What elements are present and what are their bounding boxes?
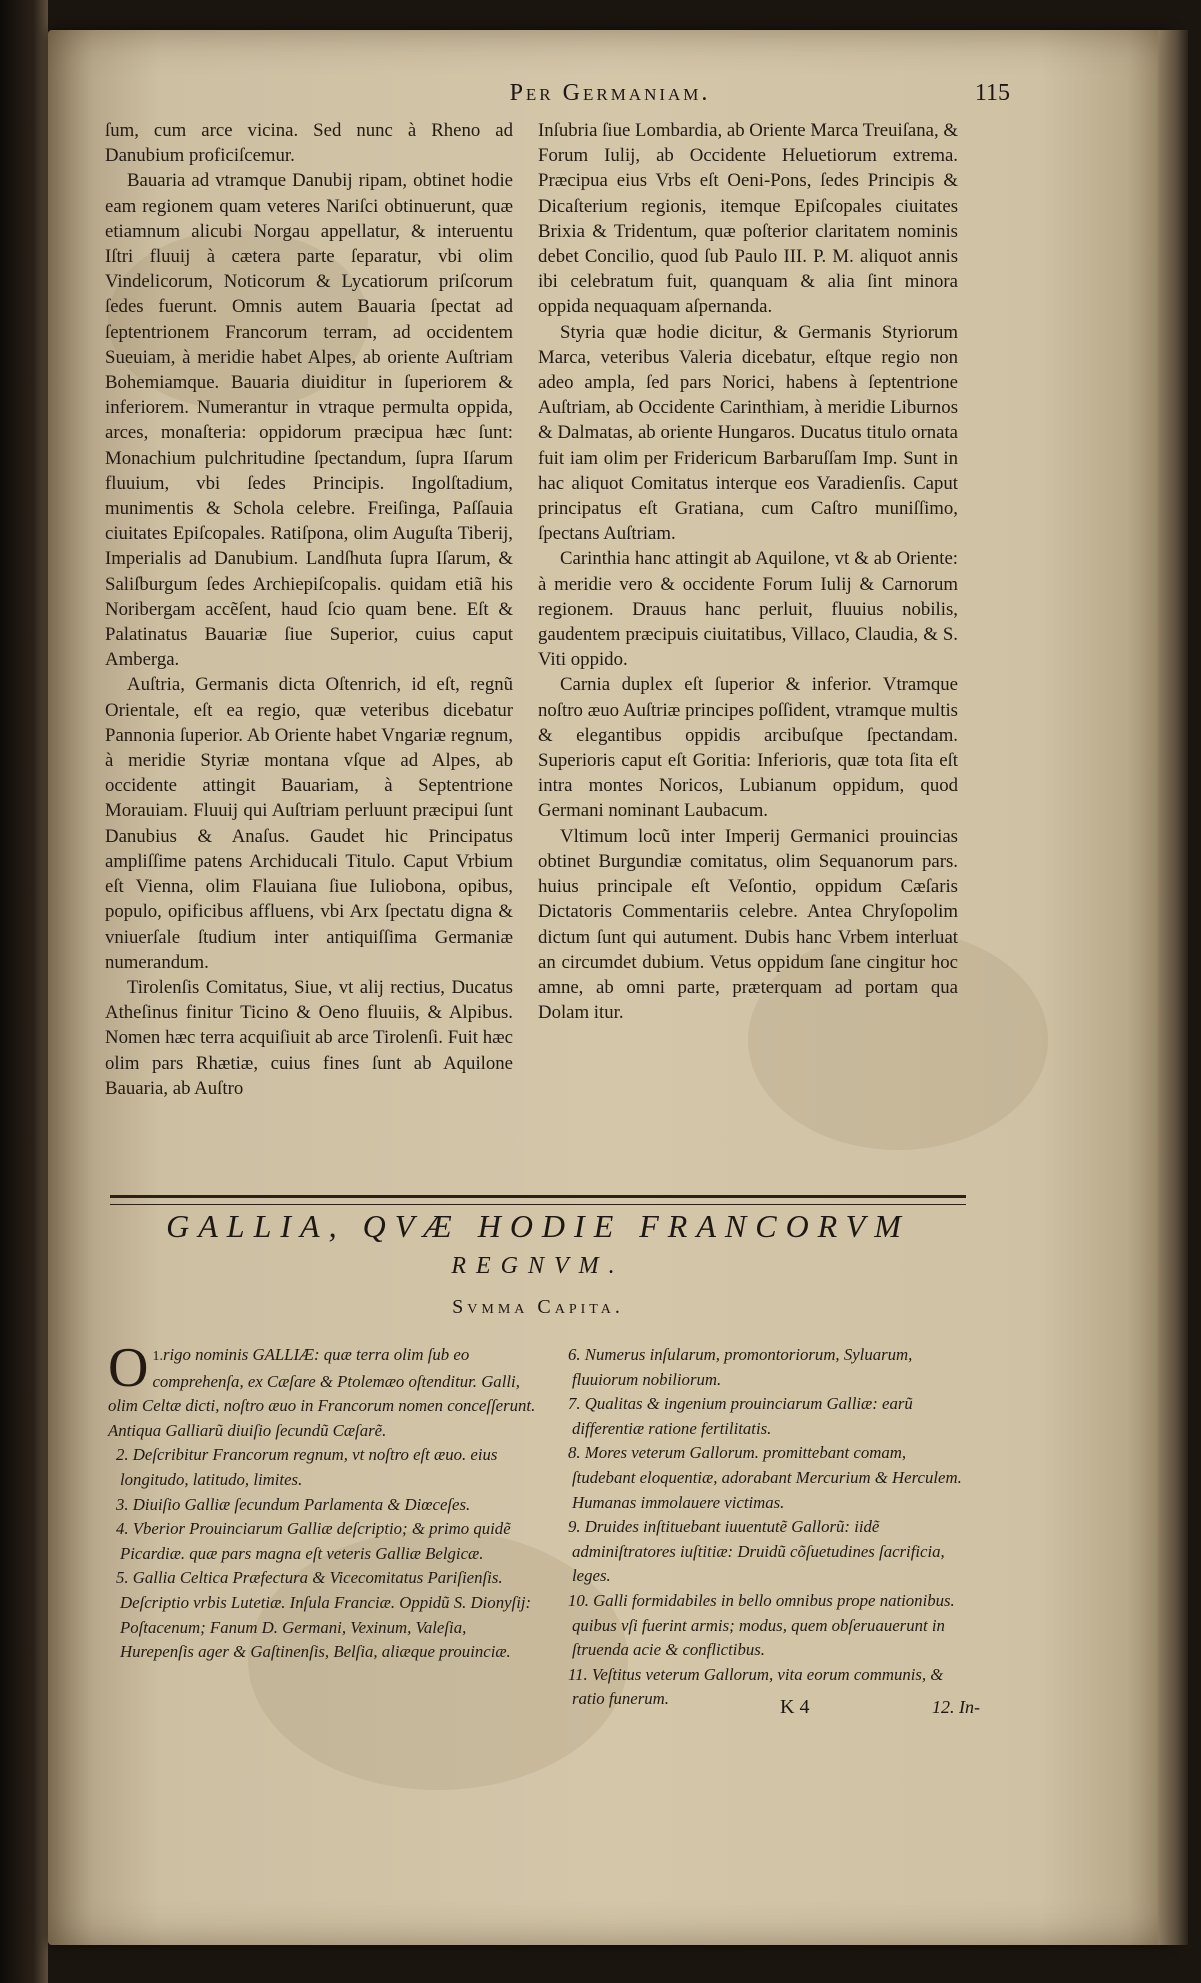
drop-cap-letter: O bbox=[108, 1337, 149, 1399]
summary-item: 7. Qualitas & ingenium prouinciarum Galliæ: earũ differentiæ ratione fertilitatis. bbox=[568, 1394, 913, 1438]
binding-gutter bbox=[0, 0, 48, 1983]
summary-item: 10. Galli formidabiles in bello omnibus prope nationibus. quibus vſi fuerint armis; modus, quem obſeruauerunt in ſtruenda acie & conflictibus. bbox=[568, 1590, 955, 1660]
section-title: GALLIA, QVÆ HODIE FRANCORVM bbox=[166, 1208, 910, 1244]
summary-item: 5. Gallia Celtica Præfectura & Vicecomitatus Pariſienſis. Deſcriptio vrbis Lutetiæ. Inſula Franciæ. Oppidũ S. Dionyſij: Poſtacenum; Fanum D. Germani, Vexinum, Valeſia, Hurepenſis ager & Gaſtinenſis, Belſia, aliæque prouinciæ. bbox=[116, 1568, 532, 1662]
section-subtitle: REGNVM. bbox=[451, 1253, 625, 1279]
paragraph-styria: Styria quæ hodie dicitur, & Germanis Styriorum Marca, veteribus Valeria dicebatur, eſtque regio non adeo ampla, ſed pars Norici, habens à ſeptentrione Auſtriam, ab Occidente Carinthiam, à meridie Liburnos & Dalmatas, ab oriente Hungaros. Ducatus titulo ornata fuit iam olim per Fridericum Barbaruſſam Imp. Sunt in hac aliquot Comitatus interque eos Varadienſis. Caput principatus eſt Gratiana, cum Caſtro muniſſimo, ſpectans Auſtriam. bbox=[538, 321, 958, 545]
item-number: 1. bbox=[152, 1349, 163, 1364]
page-number: 115 bbox=[974, 80, 1010, 106]
paragraph: Inſubria ſiue Lombardia, ab Oriente Marca Treuiſana, & Forum Iulij, ab Occidente Heluetiorum extrema. Præcipua eius Vrbs eſt Oeni-Pons, ſedes Principis & Dicaſterium regionis, itemque Epiſcopales ciuitates Brixia & Tridentum, quæ poſterior claritatem nominis debet Concilio, quod ſub Paulo III. P. M. aliquot annis ibi celebratum fuit, quanquam & alia ſint minora oppida nequaquam aſpernanda. bbox=[538, 120, 958, 318]
section-divider-rule bbox=[110, 1195, 966, 1205]
summary-item: 2. Deſcribitur Francorum regnum, vt noſtro eſt æuo. eius longitudo, latitudo, limites. bbox=[116, 1445, 498, 1489]
summary-item: 9. Druides inſtituebant iuuentutẽ Gallorũ: iidẽ adminiſtratores iuſtitiæ: Druidũ cõſuetudines ſacrificia, leges. bbox=[568, 1517, 945, 1586]
paragraph: ſum, cum arce vicina. Sed nunc à Rheno ad Danubium proficiſcemur. bbox=[105, 120, 513, 167]
summary-heading: Svmma Capita. bbox=[452, 1296, 624, 1318]
summary-item: 3. Diuiſio Galliæ ſecundum Parlamenta & Diœceſes. bbox=[116, 1494, 471, 1514]
right-text-column bbox=[538, 118, 958, 1178]
summary-item-text: rigo nominis GALLIÆ: quæ terra olim ſub eo comprehenſa, ex Cæſare & Ptolemæo oſtenditur. Galli, olim Celtæ dicti, noſtro æuo in Francorum nomen conceſſerunt. Antiqua Galliarũ diuiſio ſecundũ Cæſarẽ. bbox=[108, 1345, 536, 1440]
page-fore-edge bbox=[1158, 30, 1188, 1945]
summary-item: 11. Veſtitus veterum Gallorum, vita eorum communis, & ratio funerum. bbox=[568, 1664, 944, 1709]
catchword: 12. In- bbox=[932, 1697, 980, 1717]
summary-item: 8. Mores veterum Gallorum. promittebant comam, ſtudebant eloquentiæ, adorabant Mercurium & Herculem. Humanas immolauere victimas. bbox=[568, 1443, 962, 1512]
summary-item bbox=[108, 1337, 538, 1443]
left-text-column bbox=[105, 118, 513, 1178]
paragraph-carnia: Carnia duplex eſt ſuperior & inferior. Vtramque noſtro æuo Auſtriæ principes poſſident, vtramque multis & elegantibus oppidis arcibuſque ſpectandam. Superioris caput eſt Goritia: Inferioris, quæ tota ſita eſt intra montes Noricos, Lubianum oppidum, quod Germani nominant Laubacum. bbox=[538, 674, 958, 822]
summary-item: 6. Numerus inſularum, promontoriorum, Syluarum, fluuiorum nobiliorum. bbox=[568, 1345, 913, 1389]
signature-mark: K 4 bbox=[780, 1696, 810, 1718]
chapter-summary-left bbox=[108, 1337, 538, 1703]
running-head: Per Germaniam. bbox=[509, 80, 711, 106]
paragraph-austria: Auſtria, Germanis dicta Oſtenrich, id eſt, regnũ Orientale, eſt ea regio, quæ veteribus dicebatur Pannonia ſuperior. Ab Oriente habet Vngariæ regnum, à meridie Styriæ montana vſque ad Alpes, ab occidente attingit Bauariam, à Septentrione Morauiam. Fluuij qui Auſtriam perluunt præcipui ſunt Danubius & Anaſus. Gaudet hic Principatus ampliſſime patens Archiducali Titulo. Caput Vrbium eſt Vienna, olim Flauiana ſiue Iuliobona, opibus, populo, opificibus affluens, vbi Arx ſpectatu digna & vniuerſale ſtudium inter antiquiſſima Germaniæ numerandum. bbox=[105, 674, 513, 973]
paragraph-tyrol: Tirolenſis Comitatus, Siue, vt alij rectius, Ducatus Atheſinus finitur Ticino & Oeno fluuiis, & Alpibus. Nomen hæc terra acquiſiuit ab arce Tirolenſi. Fuit hæc olim pars Rhætiæ, cuius fines ſunt ab Aquilone Bauaria, ab Auſtro bbox=[105, 976, 513, 1099]
paragraph-bavaria: Bauaria ad vtramque Danubij ripam, obtinet hodie eam regionem quam veteres Nariſci obtinuerunt, quæ etiamnum alicubi Norgau appellatur, & interuentu Iſtri fluuij à cætera parte ſeparatur, vbi olim Vindelicorum, Noticorum & Lycatiorum priſcorum ſedes fuerunt. Omnis autem Bauaria ſpectat ad ſeptentrionem Francorum terram, ad occidentem Sueuiam, à meridie habet Alpes, ab oriente Auſtriam Bohemiamque. Bauaria diuiditur in ſuperiorem & inferiorem. Numerantur in vtraque permulta oppida, arces, monaſteria: oppidorum præcipua hæc ſunt: Monachium pulchritudine ſpectandum, ſupra Iſarum fluuium, vbi ſedes Principis. Ingolſtadium, munimentis & Schola celebre. Freiſinga, Paſſauia ciuitates Epiſcopales. Ratiſpona, olim Auguſta Tiberij, Imperialis ad Danubium. Landſhuta ſupra Iſarum, & Saliſburgum ſedes Archiepiſcopalis. quidam etiã his Noribergam accẽſent, haud ſcio quam bene. Eſt & Palatinatus Bauariæ ſiue Superior, cuius caput Amberga. bbox=[105, 170, 513, 671]
paragraph-carinthia: Carinthia hanc attingit ab Aquilone, vt & ab Oriente: à meridie vero & occidente Forum Iulij & Carnorum regionem. Drauus hanc perluit, fluuius nobilis, gaudentem præcipuis ciuitatibus, Villaco, Claudia, & S. Viti oppido. bbox=[538, 548, 958, 671]
paragraph-burgundy: Vltimum locũ inter Imperij Germanici prouincias obtinet Burgundiæ comitatus, olim Sequanorum pars. huius principale eſt Veſontio, oppidum Cæſaris Dictatoris Commentariis celebre. Antea Chryſopolim dictum ſunt qui autument. Dubis hanc Vrbem interluat an circumdet dubium. Vetus oppidum ſane cingitur hoc amne, ab omni parte, præterquam ad portam qua Dolam itur. bbox=[538, 825, 958, 1024]
summary-item: 4. Vberior Prouinciarum Galliæ deſcriptio; & primo quidẽ Picardiæ. quæ pars magna eſt veteris Galliæ Belgicæ. bbox=[116, 1519, 511, 1563]
